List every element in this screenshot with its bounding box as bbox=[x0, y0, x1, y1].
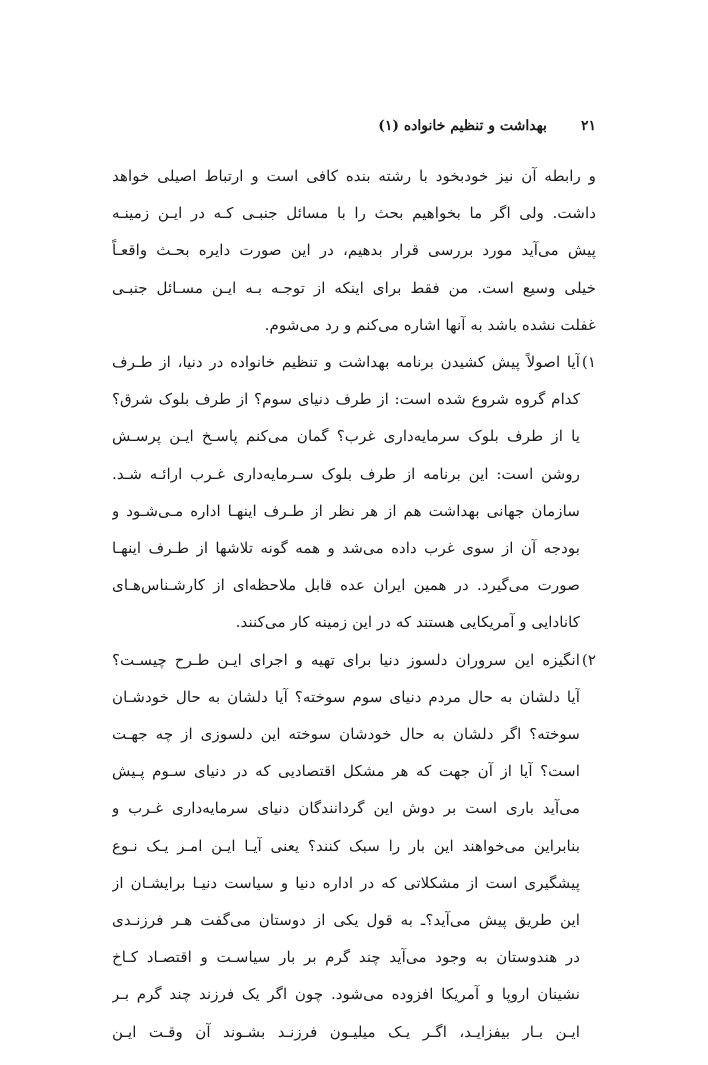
list-item-1 bbox=[112, 344, 596, 642]
intro-paragraph bbox=[112, 158, 596, 344]
list-item-number: ۱) bbox=[581, 353, 596, 372]
list-item-first-line bbox=[112, 642, 596, 679]
text-line: انگیزه این سروران دلسوز دنیا برای تهیه و اجرای ایـن طـرح چیسـت؟ bbox=[112, 650, 580, 669]
text-line: پیشگیری است از مشکلاتی که در اداره دنیا و سیاست دنیـا برایشـان از bbox=[112, 873, 580, 892]
text-line: سوخته؟ اگر دلشان به حال خودشان سوخته این دلسوزی از چه جهـت bbox=[112, 725, 580, 744]
text-line: بنابراین می‌خواهند این بار را سبک کنند؟ یعنی آیـا ایـن امـر یـک نـوع bbox=[112, 836, 580, 855]
text-line: آیا اصولاً پیش کشیدن برنامه بهداشت و تنظیم خانواده در دنیا، از طـرف bbox=[112, 353, 580, 372]
running-header bbox=[112, 118, 596, 152]
text-line: آیا دلشان به حال مردم دنیای سوم سوخته؟ آیا دلشان به حال خودشـان bbox=[112, 687, 580, 706]
list-item-number: ۲) bbox=[581, 650, 596, 669]
list-item-first-line bbox=[112, 344, 596, 381]
text-line: در هندوستان به وجود می‌آید چند گرم بر بار سیاسـت و اقتصـاد کـاخ bbox=[112, 948, 580, 967]
text-line: پیش می‌آید مورد بررسی قرار بدهیم، در این صورت دایره بحـث واقعـاً bbox=[112, 241, 596, 260]
list-item-continuation bbox=[112, 381, 596, 641]
body-text bbox=[112, 158, 596, 1051]
text-line: غفلت نشده باشد به آنها اشاره می‌کنم و رد می‌شوم. bbox=[264, 315, 596, 334]
text-line: می‌آید باری است بر دوش این گردانندگان دنیای سرمایه‌داری غـرب و bbox=[112, 799, 580, 818]
running-title: بهداشت و تنظیم خانواده (۱) bbox=[378, 118, 547, 134]
text-line: یا از طرف بلوک سرمایه‌داری غرب؟ گمان می‌کنم پاسـخ ایـن پرسـش bbox=[112, 427, 580, 446]
list-item-2 bbox=[112, 642, 596, 1051]
text-line: کانادایی و آمریکایی هستند که در این زمینه کار می‌کنند. bbox=[235, 613, 580, 632]
text-line: بودجه آن از سوی غرب داده می‌شد و همه گونه تلاشها از طـرف اینهـا bbox=[112, 539, 580, 558]
page-number: ۲۱ bbox=[580, 118, 596, 134]
text-line: ایـن بـار بیفزایـد، اگـر یـک میلیـون فرزنـد بشـوند آن وقـت ایـن bbox=[112, 1022, 580, 1041]
list-item-continuation bbox=[112, 679, 596, 1051]
text-line: کدام گروه شروع شده است: از طرف دنیای سوم؟ از طرف بلوک شرق؟ bbox=[112, 390, 580, 409]
text-line: سازمان جهانی بهداشت هم از هر نظر از طـرف اینهـا اداره مـی‌شـود و bbox=[112, 501, 580, 520]
text-line: است؟ آیا از آن جهت که هر مشکل اقتصادیی که در دنیای سـوم پـیش bbox=[112, 762, 580, 781]
text-line: روشن است: این برنامه از طرف بلوک سـرمایه‌داری غـرب ارائـه شـد. bbox=[112, 464, 580, 483]
document-page bbox=[112, 118, 596, 1051]
text-line: این طریق پیش می‌آید؟ـ به قول یکی از دوستان می‌گفت هـر فرزنـدی bbox=[112, 911, 580, 930]
text-line: و رابطه آن نیز خودبخود با رشته بنده کافی است و ارتباط اصیلی خواهد bbox=[112, 167, 596, 185]
text-line: نشینان اروپا و آمریکا افزوده می‌شود. چون اگر یک فرزند چند گرم بـر bbox=[112, 985, 580, 1004]
text-line: خیلی وسیع است. من فقط برای اینکه از توجـه بـه ایـن مسـائل جنبـی bbox=[112, 278, 596, 297]
text-line: داشت. ولی اگر ما بخواهیم بحث را با مسائل جنبـی کـه در ایـن زمینـه bbox=[112, 204, 596, 223]
text-line: صورت می‌گیرد. در همین ایران عده قابل ملاحظه‌ای از کارشـناس‌هـای bbox=[112, 576, 580, 595]
